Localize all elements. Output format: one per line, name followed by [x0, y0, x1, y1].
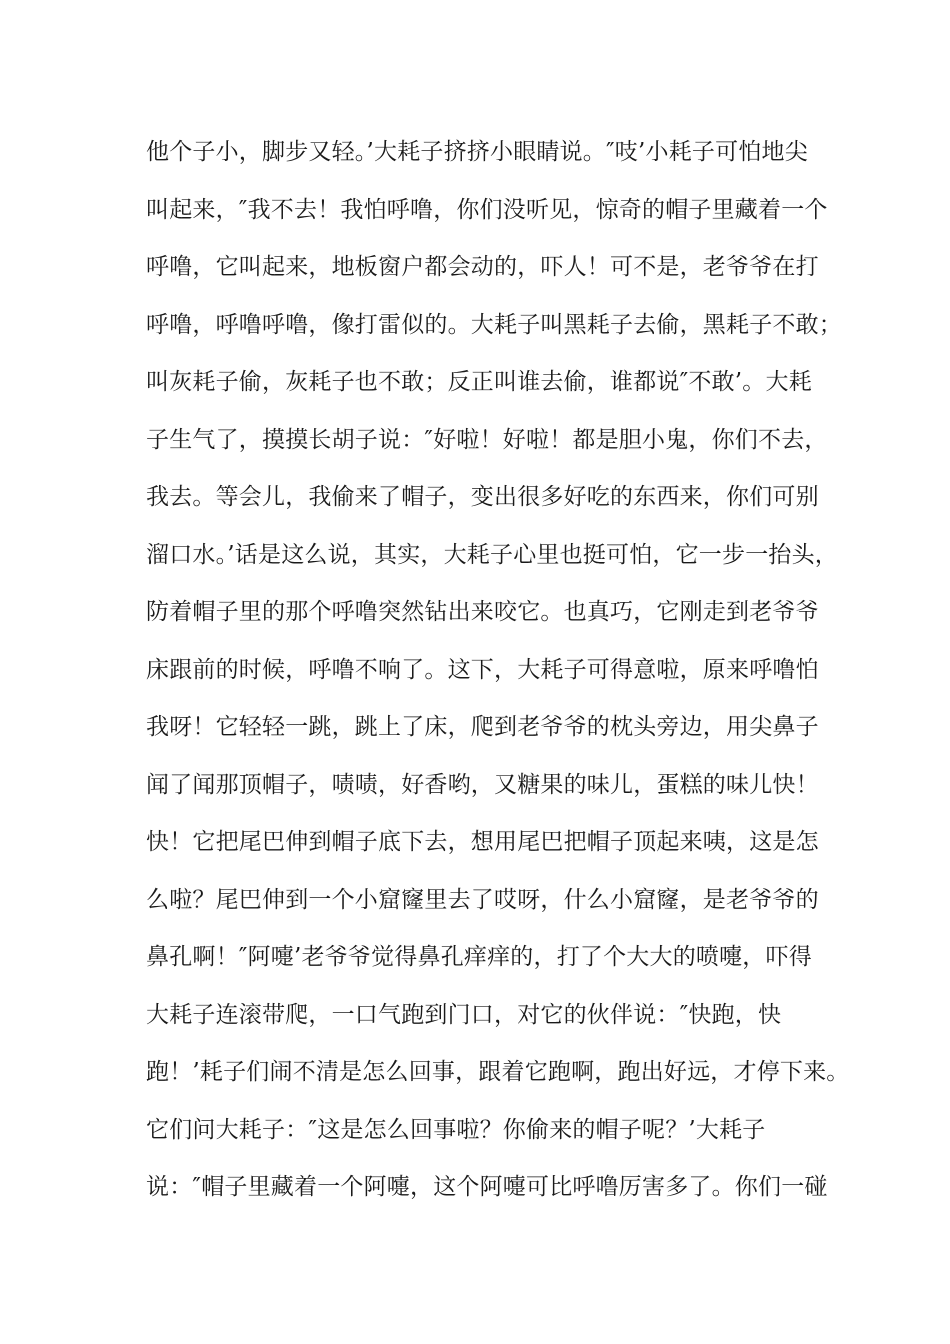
text-line: 说：″帽子里藏着一个阿嚏，这个阿嚏可比呼噜厉害多了。你们一碰 — [146, 1174, 828, 1200]
text-line: 么啦？尾巴伸到一个小窟窿里去了哎呀，什么小窟窿，是老爷爷的 — [146, 886, 819, 913]
text-line: 闻了闻那顶帽子，啧啧，好香哟，又糖果的味儿，蛋糕的味儿快！ — [146, 771, 819, 798]
text-line: 我去。等会儿，我偷来了帽子，变出很多好吃的东西来，你们可别 — [146, 484, 819, 510]
text-line: 跑！’耗子们闹不清是怎么回事，跟着它跑啊，跑出好远，才停下来。 — [146, 1059, 850, 1085]
text-line: 快！它把尾巴伸到帽子底下去，想用尾巴把帽子顶起来咦，这是怎 — [146, 829, 819, 855]
text-line: 我呀！它轻轻一跳，跳上了床，爬到老爷爷的枕头旁边，用尖鼻子 — [146, 714, 819, 740]
text-line: 呼噜，呼噜呼噜，像打雷似的。大耗子叫黑耗子去偷，黑耗子不敢； — [146, 311, 842, 338]
text-line: 子生气了，摸摸长胡子说：″好啦！好啦！都是胆小鬼，你们不去， — [146, 426, 828, 453]
text-line: 他个子小，脚步又轻。’大耗子挤挤小眼睛说。″吱’小耗子可怕地尖 — [146, 139, 808, 165]
text-line: 叫灰耗子偷，灰耗子也不敢；反正叫谁去偷，谁都说″不敢’。大耗 — [146, 369, 812, 395]
text-line: 溜口水。’话是这么说，其实，大耗子心里也挺可怕，它一步一抬头， — [146, 541, 839, 568]
text-line: 它们问大耗子：″这是怎么回事啦？你偷来的帽子呢？’大耗子 — [146, 1116, 766, 1143]
text-line: 防着帽子里的那个呼噜突然钻出来咬它。也真巧，它刚走到老爷爷 — [146, 599, 819, 625]
text-line: 呼噜，它叫起来，地板窗户都会动的，吓人！可不是，老爷爷在打 — [146, 254, 819, 280]
text-line: 大耗子连滚带爬，一口气跑到门口，对它的伙伴说：″快跑，快 — [146, 1001, 782, 1028]
text-line: 床跟前的时候，呼噜不响了。这下，大耗子可得意啦，原来呼噜怕 — [146, 656, 819, 683]
story-text — [146, 133, 850, 1226]
text-line: 叫起来，″我不去！我怕呼噜，你们没听见，惊奇的帽子里藏着一个 — [146, 196, 828, 223]
text-line: 鼻孔啊！″阿嚏’老爷爷觉得鼻孔痒痒的，打了个大大的喷嚏，吓得 — [146, 944, 812, 970]
